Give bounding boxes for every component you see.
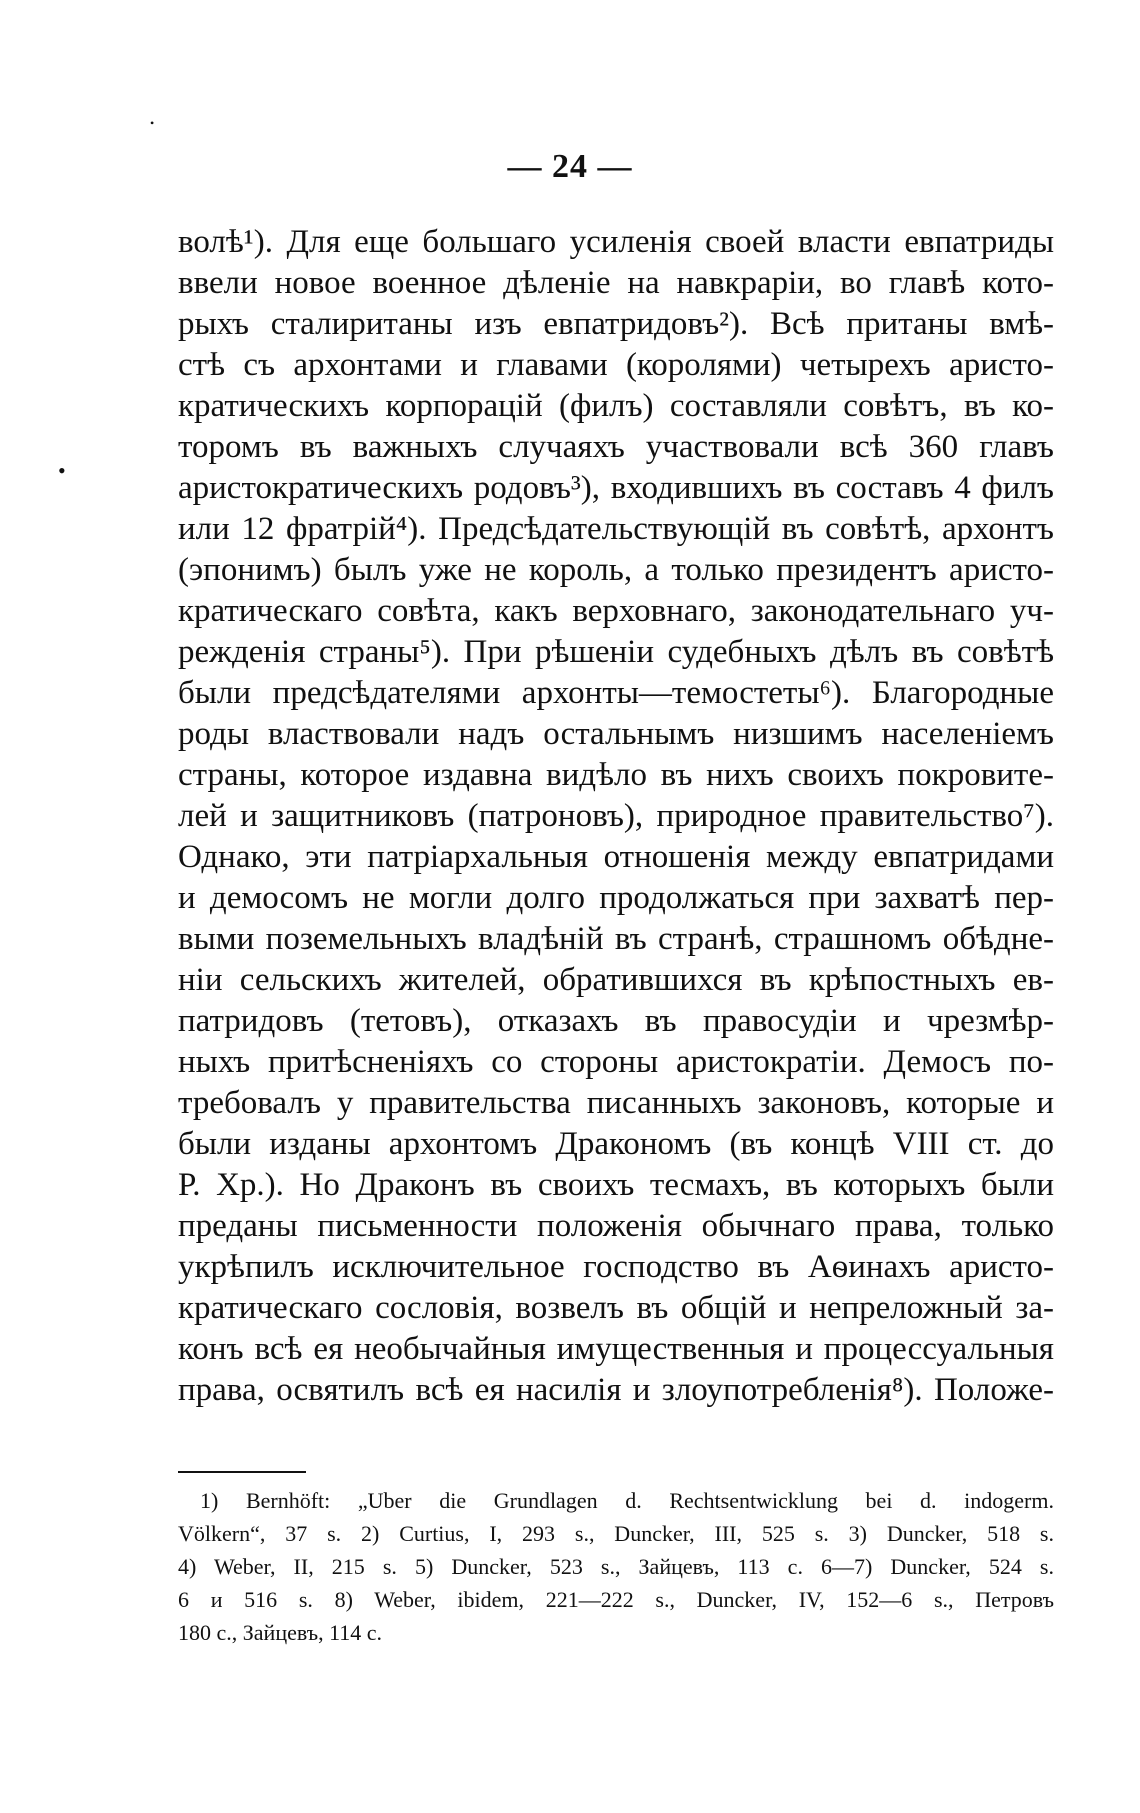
main-text	[178, 222, 1054, 1411]
footnote-line: 1) Bernhöft: „Uber die Grundlagen d. Rechtsentwicklung bei d. indogerm.	[200, 1488, 1054, 1513]
text-line: ніи сельскихъ жителей, обратившихся въ крѣпостныхъ ев-	[178, 962, 1054, 998]
text-line: лей и защитниковъ (патроновъ), природное правительство⁷).	[178, 798, 1054, 834]
text-line: права, освятилъ всѣ ея насилія и злоупотребленія⁸). Положе-	[178, 1372, 1054, 1408]
text-line: волѣ¹). Для еще большаго усиленія своей власти евпатриды	[178, 224, 1054, 260]
text-line: были изданы архонтомъ Дракономъ (въ концѣ VIII ст. до	[178, 1126, 1054, 1162]
scan-speck: •	[150, 116, 155, 130]
text-line: торомъ въ важныхъ случаяхъ участвовали всѣ 360 главъ	[178, 429, 1054, 465]
text-line: режденія страны⁵). При рѣшеніи судебныхъ дѣлъ въ совѣтѣ	[178, 634, 1054, 670]
text-line: ныхъ притѣсненіяхъ со стороны аристократіи. Демосъ по-	[178, 1044, 1054, 1080]
text-line: роды властвовали надъ остальнымъ низшимъ населеніемъ	[178, 716, 1054, 752]
text-line: рыхъ сталиританы изъ евпатридовъ²). Всѣ пританы вмѣ-	[178, 306, 1054, 342]
footnote-divider	[178, 1471, 306, 1473]
text-line: страны, которое издавна видѣло въ нихъ своихъ покровите-	[178, 757, 1054, 793]
text-line: Р. Хр.). Но Драконъ въ своихъ тесмахъ, въ которыхъ были	[178, 1167, 1054, 1203]
text-line: стѣ съ архонтами и главами (королями) четырехъ аристо-	[178, 347, 1054, 383]
footnote-line: Völkern“, 37 s. 2) Curtius, I, 293 s., Duncker, III, 525 s. 3) Duncker, 518 s.	[178, 1521, 1054, 1546]
page-number: — 24 —	[507, 148, 633, 185]
text-line: выми поземельныхъ владѣній въ странѣ, страшномъ обѣдне-	[178, 921, 1054, 957]
text-line: были предсѣдателями архонты—темостеты⁶). Благородные	[178, 675, 1054, 711]
text-line: кратическихъ корпорацій (филъ) составляли совѣтъ, въ ко-	[178, 388, 1054, 424]
text-line: преданы письменности положенія обычнаго права, только	[178, 1208, 1054, 1244]
text-line: требовалъ у правительства писанныхъ законовъ, которые и	[178, 1085, 1054, 1121]
text-line: и демосомъ не могли долго продолжаться при захватѣ пер-	[178, 880, 1054, 916]
footnote-line: 6 и 516 s. 8) Weber, ibidem, 221—222 s., Duncker, IV, 152—6 s., Петровъ	[178, 1587, 1054, 1612]
text-line: конъ всѣ ея необычайныя имущественныя и процессуальныя	[178, 1331, 1054, 1367]
footnote-line: 180 с., Зайцевъ, 114 с.	[178, 1620, 383, 1645]
text-line: укрѣпилъ исключительное господство въ Аѳинахъ аристо-	[178, 1249, 1054, 1285]
text-line: кратическаго совѣта, какъ верховнаго, законодательнаго уч-	[178, 593, 1054, 629]
text-line: (эпонимъ) былъ уже не король, а только президентъ аристо-	[178, 552, 1054, 588]
text-line: Однако, эти патріархальныя отношенія между евпатридами	[178, 839, 1054, 875]
footnotes	[178, 1484, 1054, 1649]
margin-bullet: •	[58, 458, 66, 483]
text-line: патридовъ (тетовъ), отказахъ въ правосудіи и чрезмѣр-	[178, 1003, 1054, 1039]
text-line: или 12 фратрій⁴). Предсѣдательствующій въ совѣтѣ, архонтъ	[178, 511, 1054, 547]
text-line: кратическаго сословія, возвелъ въ общій и непреложный за-	[178, 1290, 1054, 1326]
text-line: аристократическихъ родовъ³), входившихъ въ составъ 4 филъ	[178, 470, 1054, 506]
footnote-line: 4) Weber, II, 215 s. 5) Duncker, 523 s., Зайцевъ, 113 с. 6—7) Duncker, 524 s.	[178, 1554, 1054, 1579]
text-line: ввели новое военное дѣленіе на навкраріи, во главѣ кото-	[178, 265, 1054, 301]
